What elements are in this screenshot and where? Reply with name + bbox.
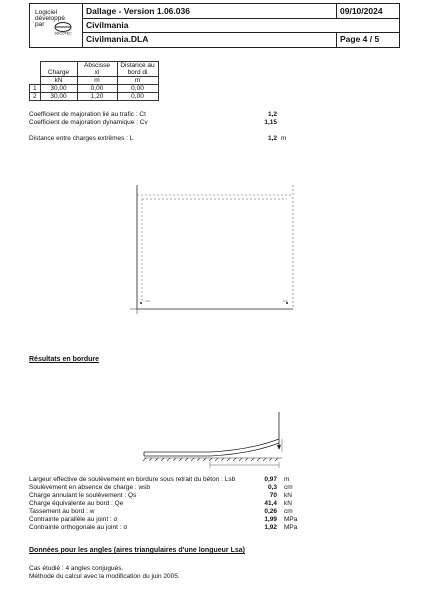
loads-table — [29, 61, 159, 101]
charge-cell: 30,00 — [40, 93, 77, 101]
table-unit-cell: m — [117, 77, 158, 85]
edge-uplift-diagram — [140, 407, 300, 473]
table-header-cell — [40, 62, 77, 70]
result-label-w: Tassement au bord : w — [29, 508, 95, 515]
ground-hatching — [143, 458, 282, 461]
header-date: 09/10/2024 — [340, 6, 383, 16]
header-row-title — [82, 4, 399, 19]
header-divider — [336, 32, 337, 47]
distance-value: 1,2 — [267, 135, 277, 142]
table-unit-cell: m — [77, 77, 117, 85]
header-row-company — [82, 18, 399, 33]
corners-title: Données pour les angles (aires triangulaires d'une longueur Lsa) — [29, 547, 245, 554]
result-unit-w: cm — [284, 508, 293, 515]
row-index: 2 — [30, 93, 41, 101]
company-name: Civilmania — [86, 20, 129, 30]
result-label-qs: Charge annulant le soulèvement : Qs — [29, 492, 137, 499]
corners-method-text: Méthode du calcul avec la modification du juin 2005. — [29, 573, 180, 580]
edge-distance-cell: 0,00 — [117, 93, 158, 101]
result-unit-qe: kN — [284, 500, 292, 507]
table-header-cell: Charge — [40, 69, 77, 77]
logo-block — [30, 4, 83, 47]
distance-label: Distance entre charges extrêmes : L — [29, 135, 134, 142]
result-unit-wsb: cm — [284, 484, 293, 491]
corners-case-text: Cas étudié : 4 angles conjugués. — [29, 565, 124, 572]
row-index: 1 — [30, 85, 41, 93]
result-unit-lsb: m — [284, 476, 290, 483]
result-label-qe: Charge équivalente au bord : Qe — [29, 500, 124, 507]
software-title: Dallage - Version 1.06.036 — [86, 6, 190, 16]
table-row — [30, 85, 159, 93]
result-value-sigma-parallel: 1,99 — [264, 516, 277, 523]
header-divider — [336, 4, 337, 18]
logo-text-line-2: développé — [35, 15, 65, 22]
logo-text-line-3: par — [35, 21, 45, 28]
table-header-cell: xi — [77, 69, 117, 77]
result-value-lsb: 0,97 — [264, 476, 277, 483]
result-label-wsb: Soulèvement en absence de charge : wsb — [29, 484, 151, 491]
edge-results-title: Résultats en bordure — [29, 356, 100, 363]
result-label-sigma-orthogonal: Contrainte orthogonale au joint : σ — [29, 524, 128, 531]
table-row — [30, 93, 159, 101]
abscissa-cell: 1,20 — [77, 93, 117, 101]
header-row-file — [82, 32, 399, 46]
table-header-cell: Abscisse — [77, 62, 117, 70]
table-header-cell: bord di — [117, 69, 158, 77]
result-value-w: 0,26 — [264, 508, 277, 515]
result-value-sigma-orthogonal: 1,92 — [264, 524, 277, 531]
result-unit-sigma-parallel: MPa — [284, 516, 298, 523]
edge-distance-cell: 0,00 — [117, 85, 158, 93]
slab-plan-diagram — [125, 185, 305, 315]
coef-dynamic-value: 1,15 — [264, 119, 277, 126]
result-label-sigma-parallel: Contrainte parallèle au joint : σ — [29, 516, 118, 523]
charge-cell: 30,00 — [40, 85, 77, 93]
result-unit-qs: kN — [284, 492, 292, 499]
coef-traffic-label: Coefficient de majoration lié au trafic : Ct — [29, 111, 146, 118]
table-unit-cell: kN — [40, 77, 77, 85]
document-header — [29, 3, 400, 48]
result-unit-sigma-orthogonal: MPa — [284, 524, 298, 531]
logo-brand: SOCOTEC — [54, 31, 72, 35]
result-value-wsb: 0,3 — [267, 484, 277, 491]
file-name: Civilmania.DLA — [86, 34, 149, 44]
abscissa-cell: 0,00 — [77, 85, 117, 93]
page-number: Page 4 / 5 — [340, 34, 380, 44]
coef-traffic-value: 1,2 — [267, 111, 277, 118]
logo-text-line-1: Logiciel — [35, 9, 58, 16]
slab-deformed-line — [144, 439, 279, 452]
load-point-2 — [286, 302, 288, 304]
table-header-cell: Distance au — [117, 62, 158, 70]
load-point-1 — [140, 302, 142, 304]
result-label-lsb: Largeur effective de soulèvement en bordure sous retrait du béton : Lsb — [29, 476, 236, 483]
result-value-qs: 70 — [269, 492, 277, 499]
coef-dynamic-label: Coefficient de majoration dynamique : Cv — [29, 119, 148, 126]
result-value-qe: 41,4 — [264, 500, 277, 507]
distance-unit: m — [281, 135, 287, 142]
socotec-logo-icon — [51, 21, 75, 35]
